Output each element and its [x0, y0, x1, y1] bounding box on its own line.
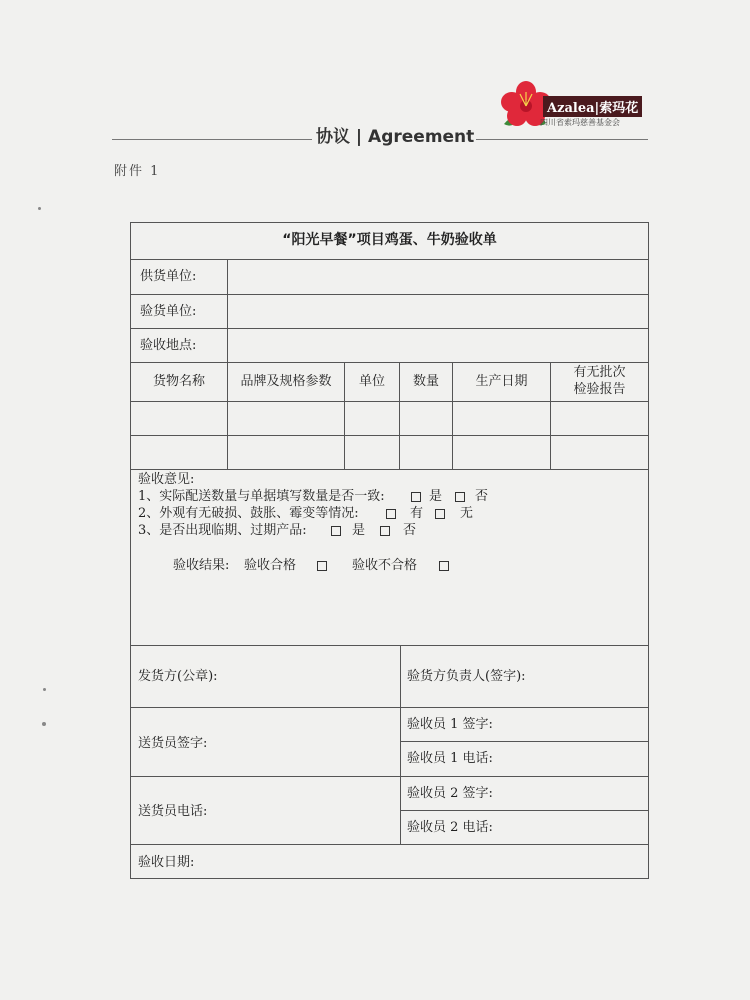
inspector2-phone-label: 验收员 2 电话:	[407, 820, 493, 835]
col-divider	[400, 645, 401, 844]
logo-brand-text: Azalea|索玛花	[543, 96, 642, 117]
supplier-label: 供货单位:	[140, 269, 197, 284]
row-divider	[131, 844, 648, 845]
q2-has-label: 有	[410, 506, 424, 521]
result-label: 验收结果:	[173, 558, 230, 573]
header-rule-left	[112, 139, 312, 140]
inspector1-phone-label: 验收员 1 电话:	[407, 751, 493, 766]
q1-yes-label: 是	[429, 489, 443, 504]
q3-yes-label: 是	[352, 523, 366, 538]
row-divider	[400, 810, 648, 811]
q2-none-label: 无	[460, 506, 474, 521]
courier-sign-label: 送货员签字:	[138, 736, 208, 751]
result-pass-label: 验收合格	[244, 558, 297, 573]
foundation-logo	[498, 78, 658, 134]
scan-speck	[42, 722, 46, 726]
row-divider	[131, 362, 648, 363]
inspector2-sign-label: 验收员 2 签字:	[407, 786, 493, 801]
date-label: 验收日期:	[138, 855, 195, 870]
scan-speck	[38, 207, 41, 210]
col-header-date: 生产日期	[475, 374, 528, 389]
row-divider	[131, 469, 648, 470]
q3-no-label: 否	[403, 523, 417, 538]
q3-no-checkbox[interactable]	[380, 526, 390, 536]
result-fail-label: 验收不合格	[352, 558, 418, 573]
row-divider	[131, 294, 648, 295]
q1-yes-checkbox[interactable]	[411, 492, 421, 502]
opinion-q3: 3、是否出现临期、过期产品:	[138, 523, 307, 538]
location-label: 验收地点:	[140, 338, 197, 353]
acceptance-form	[130, 222, 649, 879]
header-rule-right	[476, 139, 648, 140]
header-title: 协议 | Agreement	[316, 127, 475, 147]
row-divider	[131, 328, 648, 329]
q2-none-checkbox[interactable]	[435, 509, 445, 519]
attachment-label: 附件 1	[114, 164, 161, 179]
col-header-batch-2: 检验报告	[573, 382, 626, 397]
result-pass-checkbox[interactable]	[317, 561, 327, 571]
inspector1-sign-label: 验收员 1 签字:	[407, 717, 493, 732]
q1-no-checkbox[interactable]	[455, 492, 465, 502]
row-divider	[400, 741, 648, 742]
opinion-heading: 验收意见:	[138, 472, 195, 487]
result-fail-checkbox[interactable]	[439, 561, 449, 571]
row-divider	[131, 259, 648, 260]
logo-subtitle: 四川省索玛慈善基金会	[540, 118, 620, 127]
inspector-unit-label: 验货单位:	[140, 304, 197, 319]
row-divider	[131, 401, 648, 402]
row-divider	[131, 707, 648, 708]
row-divider	[131, 435, 648, 436]
q2-has-checkbox[interactable]	[386, 509, 396, 519]
form-title: “阳光早餐”项目鸡蛋、牛奶验收单	[282, 232, 497, 248]
courier-phone-label: 送货员电话:	[138, 804, 208, 819]
col-header-goods: 货物名称	[152, 374, 205, 389]
shipper-seal-label: 发货方(公章):	[138, 669, 218, 684]
col-divider	[227, 259, 228, 469]
row-divider	[131, 776, 648, 777]
scan-speck	[43, 688, 46, 691]
col-header-unit: 单位	[358, 374, 385, 389]
col-header-batch-1: 有无批次	[573, 365, 626, 380]
opinion-q1: 1、实际配送数量与单据填写数量是否一致:	[138, 489, 385, 504]
col-header-qty: 数量	[412, 374, 439, 389]
col-header-brand: 品牌及规格参数	[240, 374, 332, 389]
row-divider	[131, 645, 648, 646]
receiver-sign-label: 验货方负责人(签字):	[407, 669, 526, 684]
q1-no-label: 否	[475, 489, 489, 504]
q3-yes-checkbox[interactable]	[331, 526, 341, 536]
opinion-q2: 2、外观有无破损、鼓胀、霉变等情况:	[138, 506, 359, 521]
